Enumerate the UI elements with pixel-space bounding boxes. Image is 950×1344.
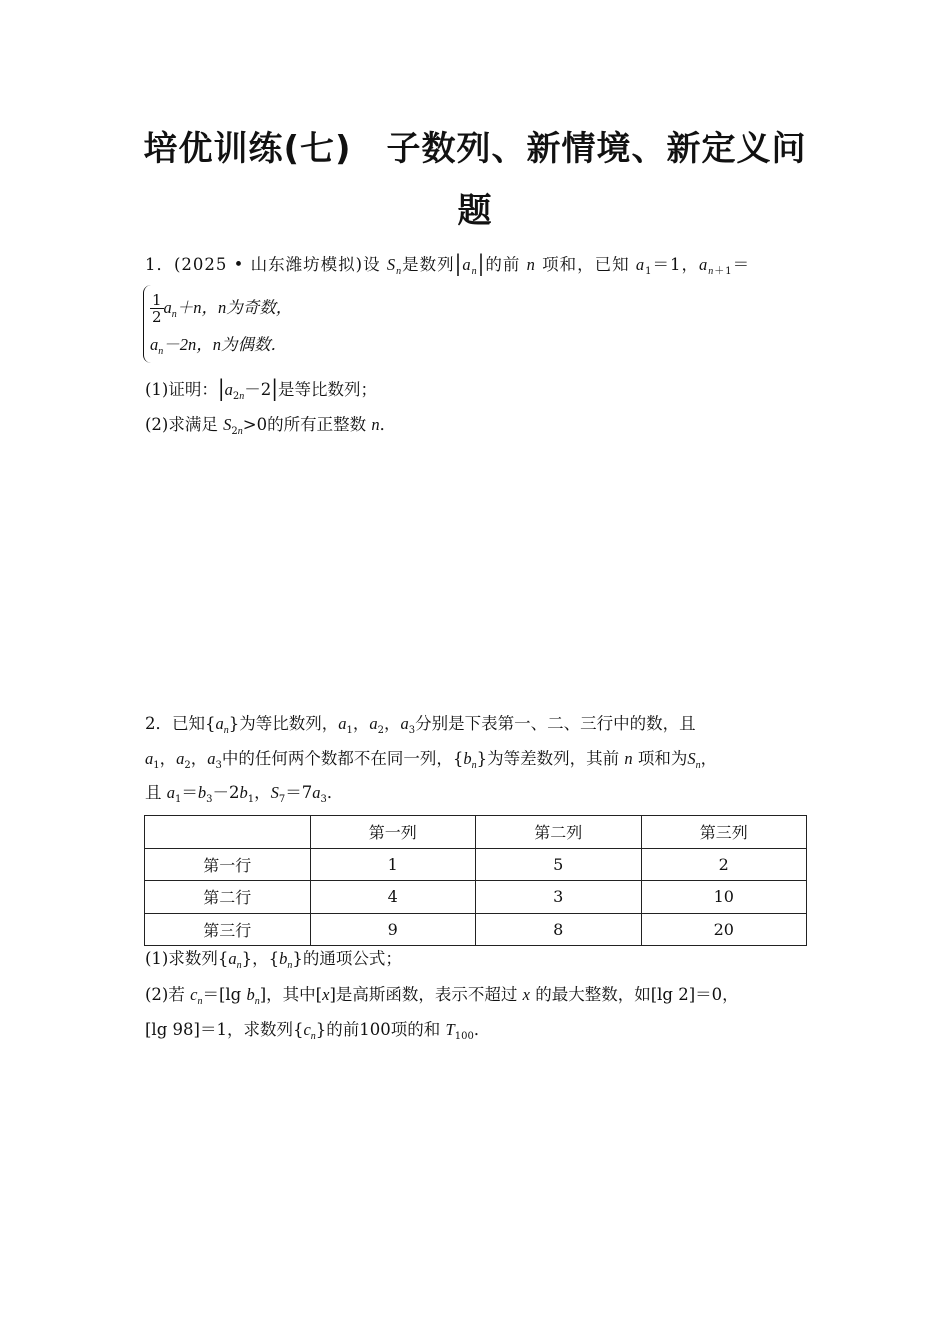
title-line-1: 培优训练(七) 子数列、新情境、新定义问 [143,129,807,169]
q1-case-even: $a_n-2n$，n为偶数． [150,335,287,357]
table-header-row: 第一列 第二列 第三列 [145,816,807,849]
q2-line-2: $a_1$，$a_2$，$a_3$中的任何两个数都不在同一列，$\{b_n\}$为等差数列，其前 n 项和为$S_n$， [145,749,718,771]
title-line-2: 题 [457,191,493,231]
q2-part2: (2)若 $c_n=[\lg$ $b_n$]，其中[x]是高斯函数，表示不超过 x 的最大整数，如[lg 2]＝0， [145,985,739,1007]
data-table [144,815,807,946]
q2-number: 2． [145,714,172,733]
q1-case-odd: $\frac{1}{2}$ $a_n+n$，n为奇数， [152,291,293,326]
page-title [120,118,830,242]
q1-part2: (2)求满足 $S_{2n}>0$的所有正整数 n． [145,415,397,437]
q1-stem: 1．(2025 • 山东潍坊模拟)设 $S_n$是数列$|a_n|$的前 n 项和，已知 $a_1=1$，$a_{n+1}=$ [145,249,751,277]
fraction-half: $\frac{1}{2}$ [152,291,162,326]
q2-part1: (1)求数列$\{a_n\}$，$\{b_n\}$的通项公式； [145,949,402,971]
table-row: 第二行 4 3 10 [145,881,807,914]
q2-part2-cont: [lg 98]＝1，求数列$\{c_n\}$的前100项的和 $T_{100}$． [145,1020,491,1042]
q1-number: 1． [145,255,174,274]
q2-line-3: 且 $a_1=b_3-2b_1$，$S_7=7a_3$． [145,783,344,805]
table-row: 第三行 9 8 20 [145,913,807,946]
q1-part1: (1)证明：$|a_{2n}-2|$是等比数列； [145,374,377,402]
q2-line-1: 2．已知$\{a_n\}$为等比数列，$a_1$，$a_2$，$a_3$分别是下表第一、二、三行中的数，且 [145,714,696,736]
q1-source: (2025 • 山东潍坊模拟) [174,255,364,274]
table-row: 第一行 1 5 2 [145,848,807,881]
